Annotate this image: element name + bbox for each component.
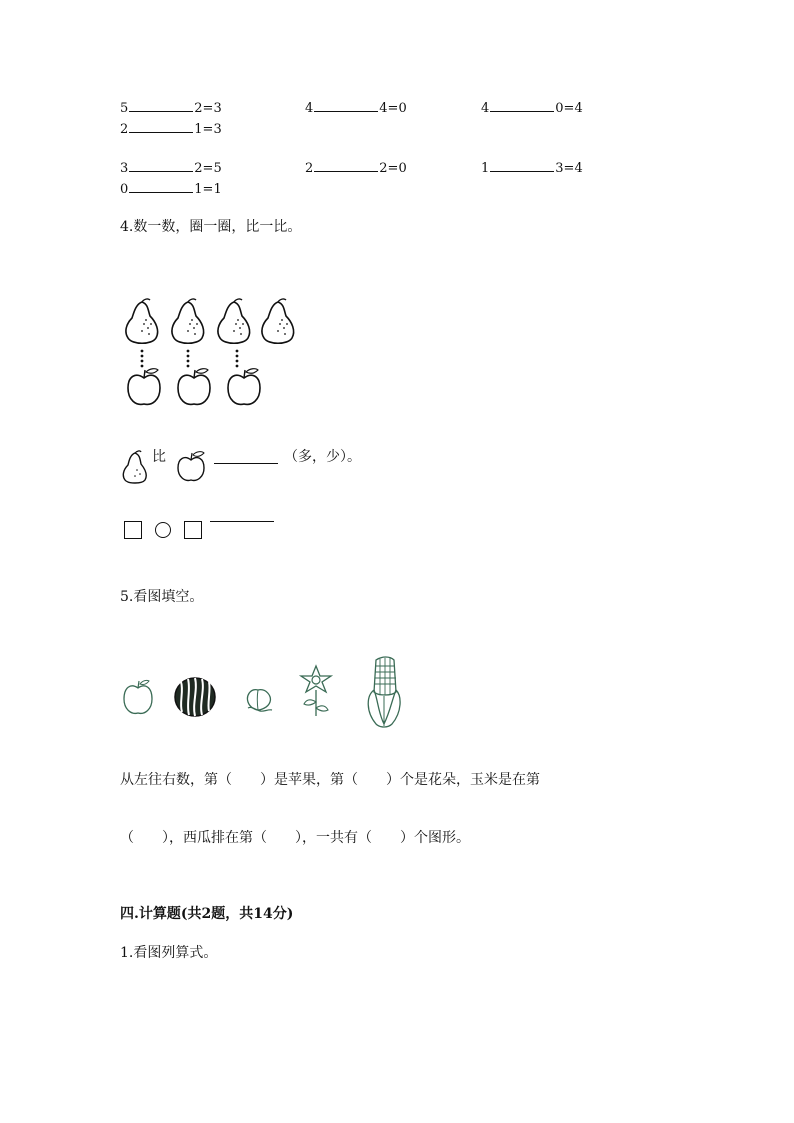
compare-answer-line[interactable] [214,463,278,464]
equation-5: 3 2=5 [120,161,222,176]
number-box-left[interactable] [124,521,142,539]
pear-icon [262,299,294,343]
question-4-title: 4.数一数，圈一圈，比一比。 [120,219,302,235]
equation-6: 2 2=0 [305,161,407,176]
pear-icon [218,299,250,343]
peach-icon [242,684,276,714]
answer-blank[interactable] [129,159,193,172]
section-4-heading: 四.计算题(共2题，共14分) [120,906,294,922]
section-4-question-1: 1.看图列算式。 [120,945,218,961]
equation-2: 4 4=0 [305,101,407,116]
apple-icon [228,369,260,405]
apple-icon [122,678,156,716]
apple-icon [175,450,211,482]
question-5-line-2: （ ），西瓜排在第（ ），一共有（ ）个图形。 [120,830,470,846]
corn-icon [362,656,408,730]
answer-blank[interactable] [314,159,378,172]
equation-1: 5 2=3 [120,101,222,116]
answer-blank[interactable] [129,180,193,193]
symbol-circle[interactable] [155,522,171,538]
question-5-line-1: 从左往右数，第（ ）是苹果，第（ ）个是花朵，玉米是在第 [120,772,540,788]
answer-blank[interactable] [129,120,193,133]
pear-icon [120,450,152,484]
equation-4: 2 1=3 [120,122,222,137]
flower-icon [296,662,336,718]
watermelon-icon [173,676,217,718]
question-5-title: 5.看图填空。 [120,589,204,605]
number-box-right[interactable] [184,521,202,539]
pears-row [118,296,308,348]
equation-7: 1 3=4 [481,161,583,176]
apples-row [120,364,280,408]
apple-icon [128,369,160,405]
answer-blank[interactable] [490,159,554,172]
pear-icon [126,299,158,343]
apple-icon [178,369,210,405]
pear-icon [172,299,204,343]
compare-hint: （多，少）。 [284,449,361,465]
equation-3: 4 0=4 [481,101,583,116]
answer-blank[interactable] [314,99,378,112]
answer-blank[interactable] [490,99,554,112]
compare-word: 比 [152,449,166,465]
answer-blank[interactable] [129,99,193,112]
equation-8: 0 1=1 [120,182,222,197]
expression-answer-line[interactable] [210,521,274,522]
